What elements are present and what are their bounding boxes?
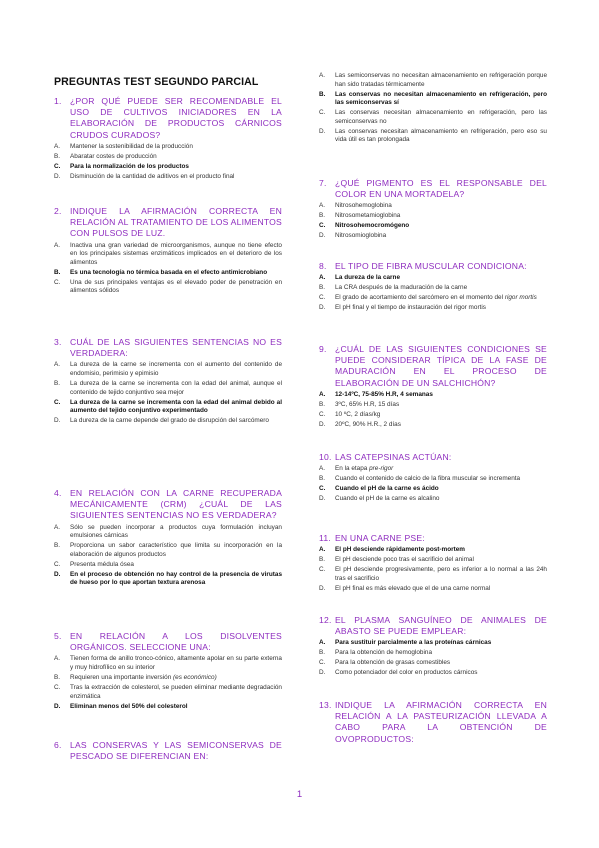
option-text-main: Las semiconservas no necesitan almacenamiento en refrigeración porque han sido tratadas térmicamente <box>335 72 547 88</box>
answer-option <box>54 571 282 588</box>
option-text-main: La dureza de la carne se incrementa con el aumento del contenido de endomisio, perimisio y epimisio <box>70 361 282 377</box>
option-list <box>319 72 547 145</box>
option-text-main: El pH final es más elevado que el de una carne normal <box>335 584 491 592</box>
question-heading <box>54 631 282 653</box>
answer-option <box>54 524 282 541</box>
option-text <box>335 304 547 313</box>
option-text-main: Como potenciador del color en productos cárnicos <box>335 669 478 677</box>
option-text-main: Nitrosometamioglobina <box>335 212 401 220</box>
answer-option <box>319 212 547 221</box>
answer-option <box>319 202 547 211</box>
option-text <box>70 542 282 559</box>
option-text <box>70 173 282 182</box>
option-letter: A. <box>319 202 326 210</box>
question-8 <box>319 261 547 314</box>
option-text <box>335 411 547 420</box>
answer-option <box>54 542 282 559</box>
option-text <box>70 242 282 268</box>
answer-option <box>54 561 282 570</box>
option-letter: B. <box>319 475 326 483</box>
question-number: 6. <box>54 740 62 750</box>
option-letter: D. <box>54 702 61 710</box>
question-number: 7. <box>319 178 327 188</box>
option-letter: C. <box>54 560 61 568</box>
option-text <box>70 143 282 152</box>
option-text-main: Tienen forma de anillo tronco-cónico, altamente apolar en su parte externa y muy hidrofílico en su interior <box>70 655 282 671</box>
question-10 <box>319 452 547 505</box>
question-number: 11. <box>319 533 331 543</box>
option-letter: B. <box>54 379 61 387</box>
option-text-main: 20ºC, 90% H.R., 2 días <box>335 420 401 428</box>
option-text <box>70 703 282 712</box>
option-text-main: La dureza de la carne depende del grado de disrupción del sarcómero <box>70 417 269 425</box>
option-text <box>335 202 547 211</box>
option-text-main: Sólo se pueden incorporar a productos cuya formulación incluyan emulsiones cárnicas <box>70 523 282 540</box>
option-letter: A. <box>319 390 326 398</box>
question-heading <box>54 337 282 359</box>
question-11 <box>319 533 547 595</box>
option-list <box>54 242 282 296</box>
page-number: 1 <box>296 789 303 800</box>
option-text <box>70 361 282 378</box>
answer-option <box>54 380 282 397</box>
answer-option <box>319 294 547 303</box>
question-text: ¿CUÁL DE LAS SIGUIENTES CONDICIONES SE PUEDE CONSIDERAR TÍPICA DE LA FASE DE MADURACIÓN EN EL PROCESO DE ELABORACIÓN DE UN SALCHICHÓN? <box>335 344 547 388</box>
option-text <box>335 222 547 231</box>
option-letter: B. <box>319 400 326 408</box>
option-text <box>335 274 547 283</box>
option-text <box>70 674 282 683</box>
option-letter: D. <box>319 584 326 592</box>
option-text-main: En la etapa <box>335 465 368 473</box>
option-text-main: Las conservas necesitan almacenamiento en refrigeración, pero eso su vida útil es tan prolongada <box>335 127 547 144</box>
answer-option <box>319 274 547 283</box>
question-number: 1. <box>54 96 62 106</box>
answer-option <box>319 649 547 658</box>
answer-option <box>54 153 282 162</box>
option-text-main: Es una tecnología no térmica basada en el efecto antimicrobiano <box>70 268 268 276</box>
option-text <box>70 163 282 172</box>
option-text <box>335 465 547 474</box>
option-text-main: Nitrosohemoglobina <box>335 202 392 210</box>
option-list <box>319 391 547 430</box>
option-text <box>335 391 547 400</box>
answer-option <box>319 232 547 241</box>
answer-option <box>319 475 547 484</box>
question-heading <box>319 261 547 272</box>
answer-option <box>319 391 547 400</box>
answer-option <box>54 173 282 182</box>
question-number: 3. <box>54 337 62 347</box>
question-heading <box>319 452 547 463</box>
answer-option <box>54 163 282 172</box>
answer-option <box>319 284 547 293</box>
option-text-main: El pH desciende progresivamente, pero es inferior a lo normal a las 24h tras el sacrificio <box>335 566 547 582</box>
answer-option <box>319 222 547 231</box>
option-text <box>335 72 547 89</box>
question-heading <box>319 700 547 745</box>
option-text <box>335 649 547 658</box>
option-text-main: Inactiva una gran variedad de microorganismos, aunque no tiene efecto en los principales sistemas enzimáticos implicados en el deterioro de los alimentos <box>70 241 282 266</box>
answer-option <box>54 242 282 268</box>
question-continued <box>319 72 547 146</box>
question-6 <box>54 740 282 762</box>
option-text <box>70 279 282 296</box>
option-text-main: Abaratar costes de producción <box>70 152 157 160</box>
option-text-italic: (es económico) <box>173 673 217 681</box>
option-list <box>54 524 282 588</box>
option-letter: B. <box>54 268 61 276</box>
question-12 <box>319 615 547 679</box>
option-text <box>70 399 282 416</box>
option-text <box>70 524 282 541</box>
answer-option <box>319 91 547 108</box>
option-text-main: Tras la extracción de colesterol, se pueden eliminar mediante degradación enzimática <box>70 683 282 700</box>
option-letter: D. <box>319 669 326 677</box>
question-text: LAS CATEPSINAS ACTÚAN: <box>335 452 452 462</box>
answer-option <box>54 269 282 278</box>
answer-option <box>319 585 547 594</box>
answer-option <box>319 421 547 430</box>
question-5 <box>54 631 282 713</box>
option-list <box>319 465 547 504</box>
option-text <box>335 566 547 583</box>
question-text: ¿QUÉ PIGMENTO ES EL RESPONSABLE DEL COLOR EN UNA MORTADELA? <box>335 178 547 200</box>
option-text-main: Eliminan menos del 50% del colesterol <box>70 702 188 710</box>
option-letter: C. <box>319 109 326 117</box>
option-list <box>54 655 282 711</box>
option-text <box>335 212 547 221</box>
option-letter: D. <box>319 495 326 503</box>
question-2 <box>54 206 282 297</box>
question-number: 4. <box>54 488 62 498</box>
question-number: 2. <box>54 206 62 216</box>
answer-option <box>319 639 547 648</box>
option-text <box>335 284 547 293</box>
option-letter: D. <box>54 172 61 180</box>
question-4 <box>54 488 282 589</box>
option-text-main: El pH desciende rápidamente post-mortem <box>335 546 465 554</box>
answer-option <box>319 411 547 420</box>
option-letter: B. <box>319 556 326 564</box>
option-letter: B. <box>319 212 326 220</box>
option-text <box>335 232 547 241</box>
question-heading <box>54 740 282 762</box>
question-number: 5. <box>54 631 62 641</box>
option-letter: A. <box>54 361 61 369</box>
answer-option <box>319 546 547 555</box>
option-text-main: Disminución de la cantidad de aditivos en el producto final <box>70 172 235 180</box>
option-text-main: La CRA después de la maduración de la carne <box>335 284 468 292</box>
option-letter: B. <box>319 649 326 657</box>
answer-option <box>54 684 282 701</box>
option-list <box>319 202 547 241</box>
option-text <box>335 294 547 303</box>
option-text-main: Para la obtención de hemoglobina <box>335 649 432 657</box>
option-list <box>319 274 547 313</box>
answer-option <box>319 465 547 474</box>
option-text-italic: pre-rigor <box>369 465 394 473</box>
option-text-main: La dureza de la carne se incrementa con la edad del animal debido al aumento del tejido conjuntivo experimentado <box>70 398 282 415</box>
question-9 <box>319 344 547 431</box>
option-text-main: Para sustituir parcialmente a las proteínas cárnicas <box>335 639 492 647</box>
question-3 <box>54 337 282 427</box>
option-text-main: El grado de acortamiento del sarcómero en el momento del <box>335 294 504 302</box>
question-heading <box>319 178 547 200</box>
answer-option <box>54 655 282 672</box>
answer-option <box>319 566 547 583</box>
option-text <box>335 639 547 648</box>
option-letter: D. <box>54 417 61 425</box>
option-letter: C. <box>319 410 326 418</box>
answer-option <box>319 659 547 668</box>
option-letter: D. <box>319 304 326 312</box>
option-text-main: Para la normalización de los productos <box>70 162 189 170</box>
option-letter: D. <box>319 420 326 428</box>
option-letter: B. <box>319 284 326 292</box>
option-text <box>335 546 547 555</box>
question-text: LAS CONSERVAS Y LAS SEMICONSERVAS DE PESCADO SE DIFERENCIAN EN: <box>70 740 282 762</box>
option-text-main: Una de sus principales ventajas es el elevado poder de penetración en alimentos sólidos <box>70 278 282 295</box>
option-text-main: Cuando el pH de la carne es alcalino <box>335 495 440 503</box>
question-heading <box>54 488 282 522</box>
question-number: 10. <box>319 452 332 462</box>
option-text <box>335 475 547 484</box>
question-heading <box>319 344 547 389</box>
option-text <box>335 556 547 565</box>
option-letter: A. <box>319 465 326 473</box>
answer-option <box>319 669 547 678</box>
option-letter: A. <box>54 241 61 249</box>
option-text <box>70 684 282 701</box>
answer-option <box>319 495 547 504</box>
option-text-main: Cuando el pH de la carne es ácido <box>335 485 439 493</box>
option-text-main: El pH desciende poco tras el sacrificio del animal <box>335 556 474 564</box>
option-letter: C. <box>319 222 326 230</box>
option-text-main: Las conservas no necesitan almacenamiento en refrigeración, pero las semiconservas sí <box>335 90 547 107</box>
answer-option <box>54 399 282 416</box>
page-title: PREGUNTAS TEST SEGUNDO PARCIAL <box>54 76 259 88</box>
option-text <box>335 585 547 594</box>
option-text <box>70 571 282 588</box>
option-text <box>70 380 282 397</box>
option-letter: B. <box>319 90 326 98</box>
option-text-main: La dureza de la carne <box>335 274 400 282</box>
option-text-main: 3ºC, 65% H.R, 15 días <box>335 400 400 408</box>
option-text-main: Nitrosomioglobina <box>335 232 387 240</box>
option-letter: A. <box>319 546 326 554</box>
option-letter: D. <box>54 570 61 578</box>
option-text <box>335 495 547 504</box>
option-text <box>70 153 282 162</box>
answer-option <box>54 703 282 712</box>
option-text-main: La dureza de la carne se incrementa con la edad del animal, aunque el contenido de tejido conjuntivo sea mejor <box>70 379 282 396</box>
option-list <box>54 361 282 425</box>
option-text-main: 10 ºC, 2 días/kg <box>335 410 381 418</box>
answer-option <box>319 485 547 494</box>
answer-option <box>54 279 282 296</box>
question-text: EN RELACIÓN CON LA CARNE RECUPERADA MECÁNICAMENTE (CRM) ¿CUÁL DE LAS SIGUIENTES SENTENCIAS NO ES VERDADERA? <box>70 488 282 521</box>
answer-option <box>319 304 547 313</box>
question-1 <box>54 96 282 183</box>
question-text: CUÁL DE LAS SIGUIENTES SENTENCIAS NO ES VERDADERA: <box>70 337 282 359</box>
option-text <box>335 669 547 678</box>
option-list <box>319 639 547 678</box>
option-text <box>335 109 547 126</box>
question-heading <box>54 206 282 240</box>
option-list <box>319 546 547 593</box>
option-text <box>335 128 547 145</box>
option-letter: A. <box>319 274 326 282</box>
option-text-main: Nitrosohemocromógeno <box>335 222 410 230</box>
option-text-main: Para la obtención de grasas comestibles <box>335 659 451 667</box>
option-letter: D. <box>319 232 326 240</box>
option-text <box>335 91 547 108</box>
answer-option <box>319 128 547 145</box>
option-text <box>335 421 547 430</box>
question-text: EN UNA CARNE PSE: <box>335 533 425 543</box>
question-text: INDIQUE LA AFIRMACIÓN CORRECTA EN RELACIÓN A LA PASTEURIZACIÓN LLEVADA A CABO PARA LA OBTENCIÓN DE OVOPRODUCTOS: <box>335 700 547 744</box>
question-heading <box>54 96 282 141</box>
option-text-main: Presenta médula ósea <box>70 560 134 568</box>
question-number: 9. <box>319 344 327 354</box>
answer-option <box>54 674 282 683</box>
option-text-main: El pH final y el tiempo de instauración del rigor mortis <box>335 304 486 312</box>
option-letter: C. <box>54 683 61 691</box>
option-text <box>70 561 282 570</box>
option-text-italic: rigor mortis <box>504 294 537 302</box>
question-heading <box>319 615 547 637</box>
option-letter: C. <box>319 566 326 574</box>
option-letter: C. <box>54 278 61 286</box>
question-text: EL TIPO DE FIBRA MUSCULAR CONDICIONA: <box>335 261 527 271</box>
question-13 <box>319 700 547 745</box>
option-text-main: Las conservas necesitan almacenamiento en refrigeración, pero las semiconservas no <box>335 109 547 125</box>
question-text: INDIQUE LA AFIRMACIÓN CORRECTA EN RELACIÓN AL TRATAMIENTO DE LOS ALIMENTOS CON PULSOS DE LUZ. <box>70 206 282 239</box>
option-letter: C. <box>54 162 61 170</box>
option-letter: C. <box>319 294 326 302</box>
option-letter: B. <box>54 673 61 681</box>
option-text <box>70 269 282 278</box>
option-text-main: Requieren una importante inversión <box>70 673 172 681</box>
option-text-main: Mantener la sostenibilidad de la producción <box>70 142 193 150</box>
option-letter: A. <box>54 523 61 531</box>
option-letter: C. <box>319 485 326 493</box>
option-text <box>335 659 547 668</box>
option-text-main: 12-14ºC, 75-85% H.R, 4 semanas <box>335 390 433 398</box>
option-letter: A. <box>54 142 61 150</box>
option-letter: C. <box>54 398 61 406</box>
answer-option <box>54 417 282 426</box>
question-text: ¿POR QUÉ PUEDE SER RECOMENDABLE EL USO DE CULTIVOS INICIADORES EN LA ELABORACIÓN DE PRODUCTOS CÁRNICOS CRUDOS CURADOS? <box>70 96 282 140</box>
question-7 <box>319 178 547 242</box>
option-letter: D. <box>319 127 326 135</box>
question-text: EN RELACIÓN A LOS DISOLVENTES ORGÁNICOS. SELECCIONE UNA: <box>70 631 282 653</box>
question-number: 13. <box>319 700 332 710</box>
option-text <box>70 417 282 426</box>
option-text-main: Proporciona un sabor característico que limita su incorporación en la elaboración de algunos productos <box>70 542 282 558</box>
question-number: 12. <box>319 615 332 625</box>
option-text <box>70 655 282 672</box>
option-letter: B. <box>54 542 61 550</box>
option-letter: A. <box>319 72 326 79</box>
question-text: EL PLASMA SANGUÍNEO DE ANIMALES DE ABASTO SE PUEDE EMPLEAR: <box>335 615 547 637</box>
option-letter: C. <box>319 659 326 667</box>
option-list <box>54 143 282 182</box>
option-letter: A. <box>54 655 61 663</box>
answer-option <box>54 361 282 378</box>
option-text <box>335 401 547 410</box>
option-text <box>335 485 547 494</box>
option-text-main: Cuando el contenido de calcio de la fibra muscular se incrementa <box>335 475 521 483</box>
answer-option <box>319 556 547 565</box>
option-text-main: En el proceso de obtención no hay control de la presencia de virutas de hueso por lo que aportan textura arenosa <box>70 570 282 587</box>
answer-option <box>319 72 547 89</box>
answer-option <box>54 143 282 152</box>
answer-option <box>319 109 547 126</box>
question-number: 8. <box>319 261 327 271</box>
question-heading <box>319 533 547 544</box>
answer-option <box>319 401 547 410</box>
option-letter: A. <box>319 639 326 647</box>
option-letter: B. <box>54 152 61 160</box>
